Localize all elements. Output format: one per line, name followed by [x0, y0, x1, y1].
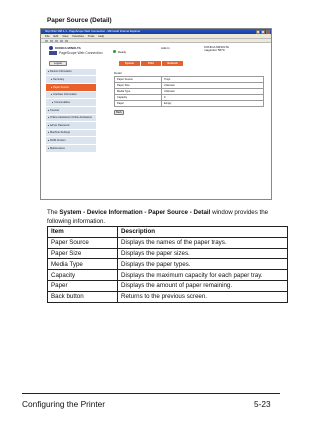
- table-row: Paper Displays the amount of paper remaining.: [48, 280, 288, 291]
- refresh-icon[interactable]: [60, 40, 63, 42]
- footer-divider: [22, 393, 280, 394]
- tab-system[interactable]: System: [119, 61, 140, 66]
- table-row: Capacity Displays the maximum capacity for each paper tray.: [48, 270, 288, 281]
- table-row: Paper Source Displays the names of the paper trays.: [48, 237, 288, 248]
- sidebar-item-summary[interactable]: ▸ Summary: [46, 76, 96, 84]
- logout-button[interactable]: Logout: [49, 61, 67, 66]
- printer-status: Ready: [113, 50, 126, 54]
- device-info: KONICA MINOLTA magicolor 5570: [204, 44, 230, 53]
- maximize-icon[interactable]: [261, 30, 265, 34]
- intro-paragraph: The System - Device Information - Paper Source - Detail window provides the following information.: [47, 209, 269, 225]
- table-row: Back button Returns to the previous screen.: [48, 291, 288, 302]
- footer-chapter-title: Configuring the Printer: [22, 399, 106, 409]
- sidebar-nav: [46, 69, 96, 153]
- detail-title: Detail: [114, 70, 122, 75]
- main-tabs: [119, 61, 183, 66]
- close-icon[interactable]: [266, 30, 270, 34]
- sidebar-item-admin-password[interactable]: ▸ Admin Password: [46, 122, 96, 130]
- menu-view[interactable]: View: [62, 34, 69, 38]
- browser-titlebar: [41, 29, 271, 34]
- logo-area: [49, 46, 111, 56]
- menu-file[interactable]: File: [45, 34, 50, 38]
- browser-title: http://192.168.1.1 - PageScope Web Connection - Microsoft Internet Explorer: [45, 29, 141, 33]
- table-row: Media Type Unknown: [115, 88, 264, 94]
- table-row: Paper Empty: [115, 101, 264, 107]
- status-ready-icon: [113, 50, 116, 53]
- web-page: [41, 44, 271, 200]
- browser-toolbar: [41, 39, 271, 43]
- table-header-row: [48, 227, 288, 238]
- user-mode: Admin: [161, 45, 170, 50]
- pagescope-logo-icon: [49, 51, 57, 55]
- sidebar-item-interface-information[interactable]: ▸ Interface Information: [46, 92, 96, 100]
- table-row: Paper Size Displays the paper sizes.: [48, 248, 288, 259]
- menu-help[interactable]: Help: [98, 34, 105, 38]
- menu-favorites[interactable]: Favorites: [72, 34, 84, 38]
- description-table: [47, 226, 288, 303]
- detail-panel: [114, 71, 264, 115]
- home-icon[interactable]: [65, 40, 68, 42]
- sidebar-item-paper-source[interactable]: ▸ Paper Source: [46, 84, 96, 92]
- tab-network[interactable]: Network: [162, 61, 183, 66]
- sidebar-item-maintenance[interactable]: ▸ Maintenance: [46, 145, 96, 153]
- product-logo: PageScope Web Connection: [49, 51, 111, 55]
- browser-screenshot: [40, 28, 272, 200]
- column-header-description: Description: [118, 227, 288, 238]
- section-heading: Paper Source (Detail): [47, 17, 112, 24]
- detail-table: [114, 76, 264, 108]
- back-button[interactable]: Back: [114, 110, 124, 115]
- sidebar-item-consumables[interactable]: ▸ Consumables: [46, 99, 96, 107]
- table-row: Paper Source Tray1: [115, 76, 264, 82]
- page-number: 5-23: [254, 399, 271, 409]
- table-row: Media Type Displays the paper types.: [48, 259, 288, 270]
- sidebar-item-device-information[interactable]: ▸ Device Information: [46, 69, 96, 77]
- back-nav-icon[interactable]: [45, 40, 48, 42]
- window-path: System - Device Information - Paper Source - Detail: [59, 209, 211, 216]
- menu-edit[interactable]: Edit: [53, 34, 59, 38]
- sidebar-item-rom-version[interactable]: ▸ ROM Version: [46, 137, 96, 145]
- column-header-item: Item: [48, 227, 118, 238]
- stop-icon[interactable]: [55, 40, 58, 42]
- forward-nav-icon[interactable]: [50, 40, 53, 42]
- sidebar-item-counter[interactable]: ▸ Counter: [46, 107, 96, 115]
- table-row: Paper Size Unknown: [115, 82, 264, 88]
- brand-logo: KONICA MINOLTA: [49, 46, 111, 50]
- konica-minolta-logo-icon: [49, 46, 53, 50]
- table-row: Capacity 0: [115, 95, 264, 101]
- sidebar-item-online-assistance[interactable]: ▸ Online Assistance Online Assistance: [46, 115, 96, 122]
- minimize-icon[interactable]: [256, 30, 260, 34]
- tab-print[interactable]: Print: [141, 61, 161, 66]
- window-controls: [256, 30, 270, 34]
- menu-tools[interactable]: Tools: [87, 34, 95, 38]
- sidebar-item-machine-settings[interactable]: ▸ Machine Settings: [46, 130, 96, 138]
